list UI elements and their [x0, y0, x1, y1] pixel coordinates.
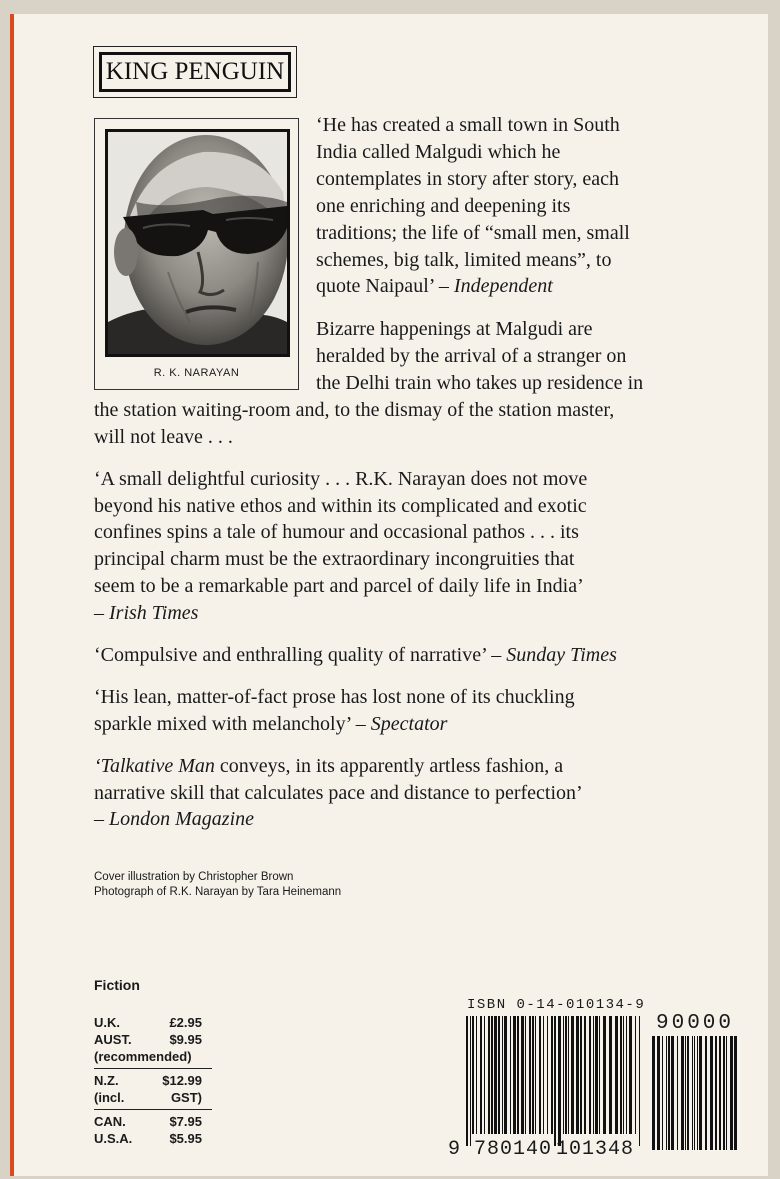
quote-source: Independent	[453, 275, 553, 297]
barcode-bar	[635, 1016, 636, 1134]
barcode-bar	[532, 1016, 534, 1134]
barcode-bar	[488, 1016, 490, 1134]
barcode-bar	[529, 1016, 531, 1134]
barcode-bar	[726, 1036, 727, 1150]
barcode-bar	[681, 1036, 684, 1150]
quote-line: one enriching and deepening its	[316, 195, 571, 217]
quote-line	[94, 754, 563, 780]
barcode-bar	[466, 1016, 468, 1146]
quote-source-text: – Irish Times	[94, 602, 199, 624]
barcode-bar	[535, 1016, 536, 1134]
price-value: $7.95	[169, 1114, 202, 1129]
barcode-bar	[620, 1016, 622, 1134]
quote-line	[94, 712, 447, 738]
quote-text: quote Naipaul’ –	[316, 275, 454, 297]
price-label: (incl.	[94, 1090, 125, 1105]
barcode-bar	[498, 1016, 500, 1134]
barcode-bar	[626, 1016, 627, 1134]
quote-line: ‘He has created a small town in South	[316, 114, 620, 136]
price-label: U.K.	[94, 1015, 120, 1030]
quote-source-text: – London Magazine	[94, 808, 254, 830]
barcode-bar	[710, 1036, 713, 1150]
blurb-line: Bizarre happenings at Malgudi are	[316, 318, 593, 340]
barcode-bar	[599, 1016, 600, 1134]
barcode-bar	[609, 1016, 612, 1134]
price-row-nz	[94, 1072, 212, 1089]
quote-source	[94, 807, 254, 833]
barcode-bar	[687, 1036, 689, 1150]
price-label: CAN.	[94, 1114, 126, 1129]
credits	[94, 870, 341, 900]
barcode-bar	[723, 1036, 725, 1150]
blurb-line: will not leave . . .	[94, 426, 233, 448]
quote-line: narrative skill that calculates pace and distance to perfection’	[94, 782, 583, 804]
quote-line: ‘A small delightful curiosity . . . R.K. Narayan does not move	[94, 468, 588, 490]
quote-line: seem to be a remarkable part and parcel of daily life in India’	[94, 575, 584, 597]
barcode-bar	[603, 1016, 606, 1134]
quote-line	[316, 274, 553, 300]
barcode-bar	[551, 1016, 553, 1134]
barcode-bar	[547, 1016, 548, 1134]
barcode-bar	[639, 1016, 640, 1146]
barcode-bar	[584, 1016, 586, 1134]
barcode-main	[466, 1016, 644, 1146]
barcode-addon	[652, 1036, 738, 1150]
price-list	[94, 1014, 212, 1147]
barcode-bar	[595, 1016, 598, 1134]
quote-source: Spectator	[370, 713, 448, 735]
barcode-bar	[692, 1036, 693, 1150]
quote-text: conveys, in its apparently artless fashion, a	[214, 755, 564, 777]
barcode-bar	[652, 1036, 655, 1150]
barcode-bar	[699, 1036, 702, 1150]
quote-line: traditions; the life of “small men, small	[316, 222, 630, 244]
barcode-bar	[513, 1016, 516, 1134]
barcode-bar	[705, 1036, 707, 1150]
barcode-bar	[563, 1016, 564, 1134]
author-photo-caption: R. K. NARAYAN	[153, 367, 240, 379]
publisher-logo-box	[93, 46, 297, 98]
barcode-bar	[502, 1016, 503, 1134]
barcode-bar	[593, 1016, 594, 1134]
barcode-bar	[671, 1036, 674, 1150]
price-row-can	[94, 1113, 212, 1130]
price-row-usa	[94, 1130, 212, 1147]
author-photo-frame	[94, 118, 299, 390]
price-value: $5.95	[169, 1131, 202, 1146]
quote-line: beyond his native ethos and within its complicated and exotic	[94, 495, 587, 517]
barcode-bar	[685, 1036, 686, 1150]
quote-line: ‘His lean, matter-of-fact prose has lost none of its chuckling	[94, 686, 575, 708]
barcode-bar	[476, 1016, 477, 1134]
barcode-bar	[517, 1016, 519, 1134]
photograph-credit: Photograph of R.K. Narayan by Tara Heinemann	[94, 886, 342, 898]
barcode-bar	[623, 1016, 624, 1134]
quote-text: sparkle mixed with melancholy’ –	[94, 713, 371, 735]
barcode-bar	[491, 1016, 493, 1134]
quote-line: India called Malgudi which he	[316, 141, 561, 163]
barcode-bar	[580, 1016, 582, 1134]
barcode-bar	[668, 1036, 670, 1150]
barcode-digits	[448, 1138, 648, 1161]
barcode-bar	[662, 1036, 663, 1150]
quote-line: contemplates in story after story, each	[316, 168, 620, 190]
blurb-line: the station waiting-room and, to the dismay of the station master,	[94, 399, 615, 421]
book-title: ‘Talkative Man	[94, 755, 215, 777]
illustration-credit: Cover illustration by Christopher Brown	[94, 871, 294, 883]
barcode-bar	[525, 1016, 526, 1134]
barcode-bar	[734, 1036, 737, 1150]
price-value: GST)	[170, 1090, 202, 1105]
quote-line: confines spins a tale of humour and occasional pathos . . . its	[94, 521, 579, 543]
barcode-bar	[470, 1016, 471, 1146]
price-row-aust	[94, 1031, 212, 1048]
barcode-bar	[568, 1016, 569, 1134]
price-note: (recommended)	[94, 1049, 192, 1064]
quote-line: schemes, big talk, limited means”, to	[316, 249, 612, 271]
price-value: $9.95	[169, 1032, 202, 1047]
barcode-bar	[589, 1016, 591, 1134]
quote-line: principal charm must be the extraordinary incongruities that	[94, 548, 575, 570]
barcode-bar	[521, 1016, 524, 1134]
barcode-bar	[480, 1016, 482, 1134]
quote-sunday-times	[94, 643, 617, 669]
category-label: Fiction	[94, 977, 140, 993]
barcode-bar	[657, 1036, 660, 1150]
barcode-bar	[694, 1036, 695, 1150]
divider	[94, 1068, 212, 1069]
quote-source: Sunday Times	[506, 644, 617, 666]
price-label: N.Z.	[94, 1073, 119, 1088]
barcode-bar	[677, 1036, 678, 1150]
price-row-uk	[94, 1014, 212, 1031]
price-value: £2.95	[169, 1015, 202, 1030]
barcode-bar	[510, 1016, 511, 1134]
barcode-bar	[571, 1016, 574, 1134]
price-label: U.S.A.	[94, 1131, 133, 1146]
barcode-bar	[504, 1016, 507, 1134]
barcode-bar	[554, 1016, 556, 1146]
barcode-addon-number: 90000	[656, 1012, 735, 1035]
barcode-bar	[697, 1036, 698, 1150]
barcode-bar	[543, 1016, 544, 1134]
author-photo	[105, 129, 290, 357]
barcode-bar	[484, 1016, 485, 1134]
barcode-digits-right: 101348	[556, 1138, 635, 1161]
barcode-bar	[494, 1016, 497, 1134]
barcode-digits-left: 780140	[474, 1138, 553, 1161]
divider	[94, 1109, 212, 1110]
price-label: AUST.	[94, 1032, 132, 1047]
blurb-line: heralded by the arrival of a stranger on	[316, 345, 627, 367]
quote-source	[94, 601, 198, 627]
publisher-logo: KING PENGUIN	[99, 52, 291, 92]
price-value: $12.99	[162, 1073, 202, 1088]
barcode-digit-first: 9	[448, 1138, 461, 1161]
barcode-bar	[565, 1016, 567, 1134]
barcode-bar	[558, 1016, 561, 1146]
barcode-bar	[629, 1016, 632, 1134]
barcode-bar	[730, 1036, 733, 1150]
quote-text: ‘Compulsive and enthralling quality of narrative’ –	[94, 644, 507, 666]
barcode-bar	[576, 1016, 579, 1134]
barcode-bar	[615, 1016, 618, 1134]
barcode-bar	[472, 1016, 474, 1134]
blurb-line: the Delhi train who takes up residence in	[316, 372, 644, 394]
barcode-bar	[715, 1036, 717, 1150]
barcode-bar	[666, 1036, 667, 1150]
isbn-text: ISBN 0-14-010134-9	[467, 997, 646, 1013]
price-row-nz-note	[94, 1089, 212, 1106]
barcode-bar	[539, 1016, 541, 1134]
barcode-bar	[719, 1036, 721, 1150]
